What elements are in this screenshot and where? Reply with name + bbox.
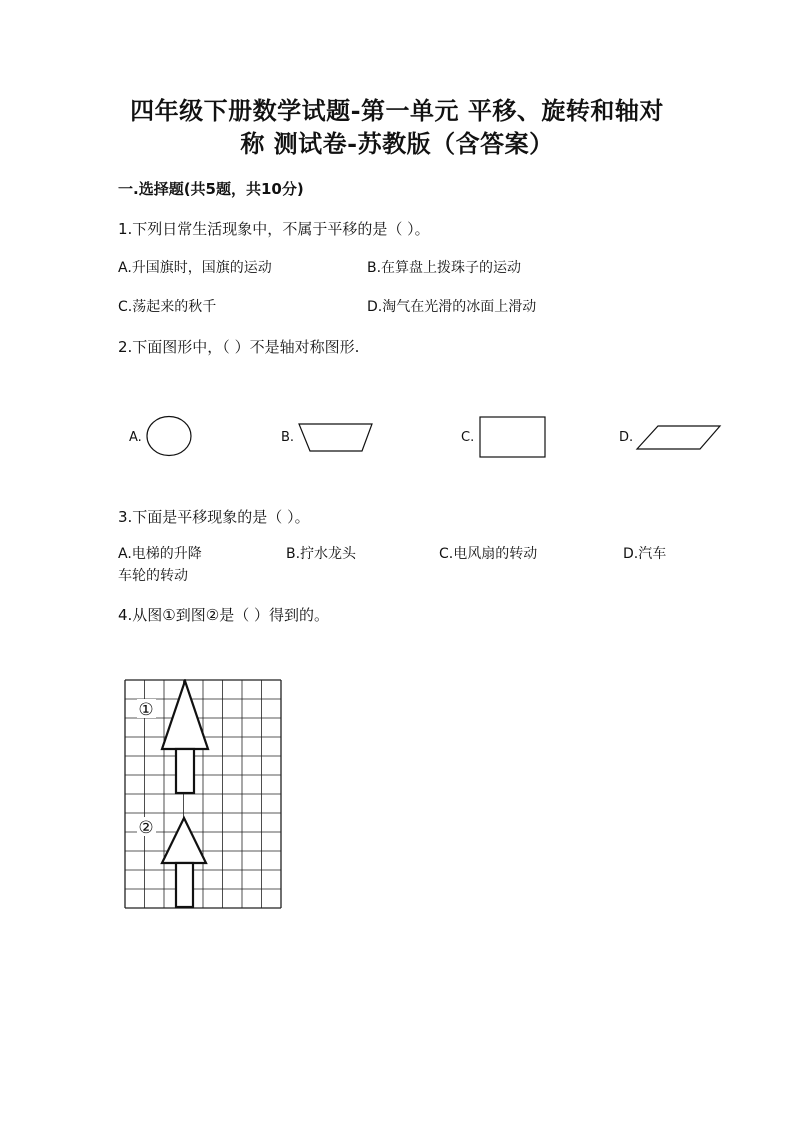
question-3-option-c: C.电风扇的转动 (439, 546, 538, 562)
trapezoid-shape (298, 423, 374, 453)
question-2-stem: 2.下面图形中，（ ）不是轴对称图形. (118, 338, 360, 356)
page-title-line1: 四年级下册数学试题-第一单元 平移、旋转和轴对 (130, 96, 664, 125)
question-1-option-b: B.在算盘上拨珠子的运动 (367, 260, 522, 276)
question-3-stem: 3.下面是平移现象的是（ ）。 (118, 508, 310, 526)
question-3-option-a: A.电梯的升降 (118, 546, 202, 562)
arrow-2 (162, 818, 206, 907)
question-3-option-d-wrap: 车轮的转动 (118, 568, 188, 584)
arrow-1-shaft (176, 749, 194, 793)
arrow-1-head (162, 681, 208, 749)
arrow-1 (162, 681, 208, 793)
question-1-option-d: D.淘气在光滑的冰面上滑动 (367, 299, 537, 315)
figure-label-2: ② (138, 818, 154, 838)
question-1-option-c: C.荡起来的秋千 (118, 299, 217, 315)
question-2-label-d: D. (619, 430, 634, 445)
question-3-option-d: D.汽车 (623, 546, 667, 562)
question-2-label-c: C. (461, 430, 475, 445)
question-1-option-a: A.升国旗时，国旗的运动 (118, 260, 272, 276)
rectangle-shape (479, 416, 547, 459)
question-3-option-b: B.拧水龙头 (286, 546, 357, 562)
page-title-line2: 称 测试卷-苏教版（含答案） (240, 129, 554, 158)
arrow-2-head (162, 818, 206, 863)
question-2-label-b: B. (281, 430, 295, 445)
grid-figure (124, 679, 284, 911)
arrow-2-shaft (176, 863, 193, 907)
parallelogram-shape (636, 425, 722, 451)
question-4-stem: 4.从图①到图②是（ ）得到的。 (118, 606, 329, 624)
question-2-label-a: A. (129, 430, 142, 445)
question-1-stem: 1.下列日常生活现象中，不属于平移的是（ ）。 (118, 220, 430, 238)
figure-label-1: ① (138, 700, 154, 720)
oval-shape (146, 416, 194, 458)
section-heading-choice: 一.选择题(共5题，共10分) (118, 180, 304, 198)
